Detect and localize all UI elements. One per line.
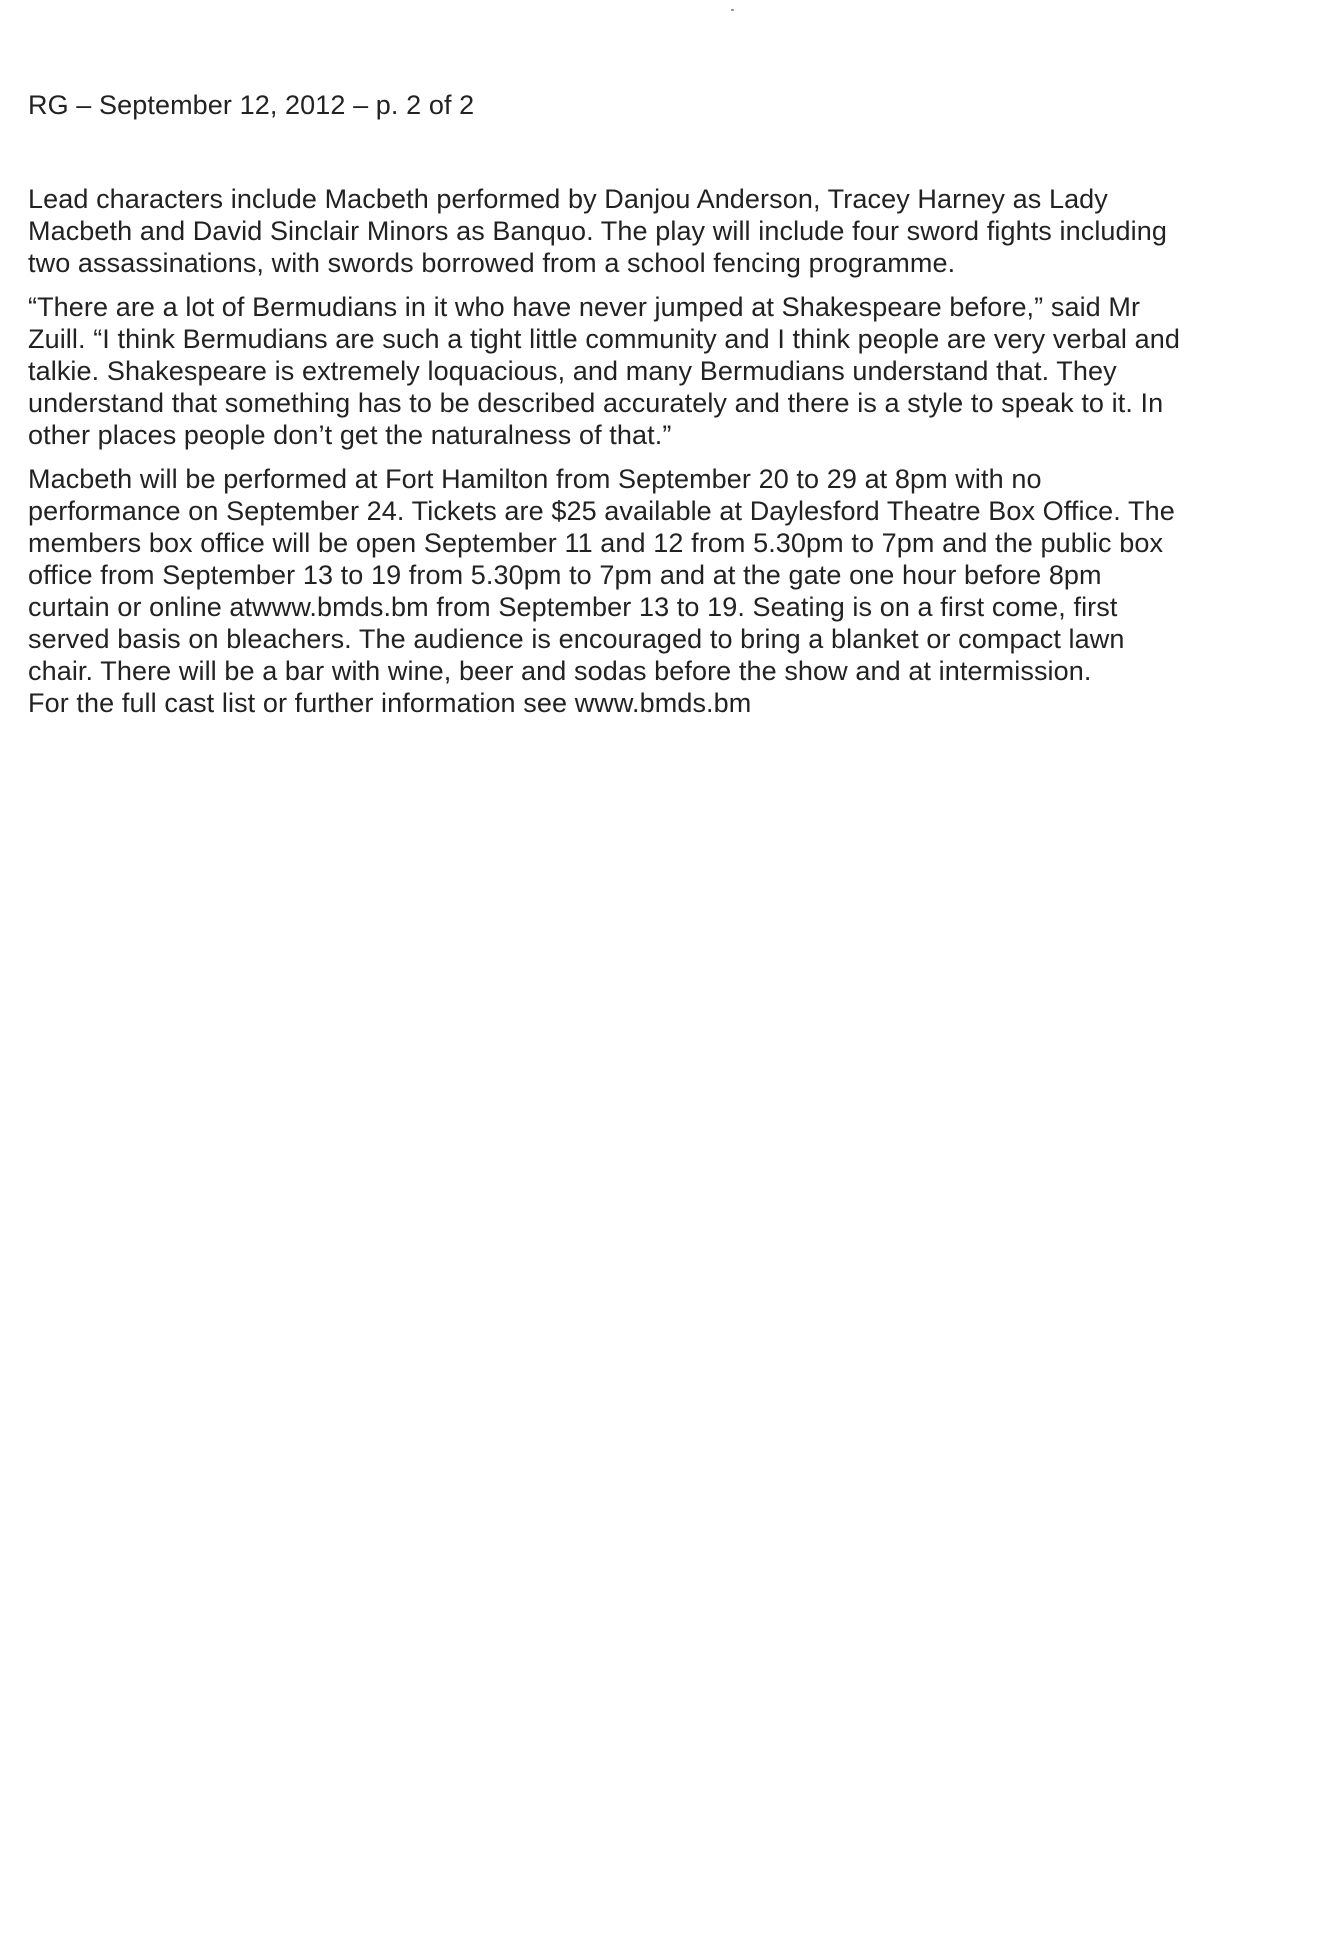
article-body	[28, 183, 1308, 719]
paragraph-line: Macbeth and David Sinclair Minors as Banquo. The play will include four sword fights including	[28, 216, 1167, 246]
paragraph-line: other places people don’t get the naturalness of that.”	[28, 420, 672, 450]
scan-speck	[731, 9, 734, 11]
paragraph-line: chair. There will be a bar with wine, beer and sodas before the show and at intermission.	[28, 656, 1092, 686]
paragraph-gap	[28, 451, 1308, 463]
paragraph-performance-info	[28, 463, 1308, 719]
paragraph-line: Zuill. “I think Bermudians are such a tight little community and I think people are very verbal and	[28, 324, 1180, 354]
paragraph-line: curtain or online atwww.bmds.bm from September 13 to 19. Seating is on a first come, first	[28, 592, 1118, 622]
paragraph-quote	[28, 291, 1308, 451]
paragraph-line: Lead characters include Macbeth performed by Danjou Anderson, Tracey Harney as Lady	[28, 184, 1108, 214]
page-header: RG – September 12, 2012 – p. 2 of 2	[28, 90, 475, 120]
paragraph-line: office from September 13 to 19 from 5.30pm to 7pm and at the gate one hour before 8pm	[28, 560, 1102, 590]
paragraph-line: two assassinations, with swords borrowed from a school fencing programme.	[28, 248, 956, 278]
paragraph-line: members box office will be open September 11 and 12 from 5.30pm to 7pm and the public box	[28, 528, 1164, 558]
paragraph-gap	[28, 279, 1308, 291]
paragraph-line: served basis on bleachers. The audience is encouraged to bring a blanket or compact lawn	[28, 624, 1125, 654]
paragraph-line: understand that something has to be described accurately and there is a style to speak to it. In	[28, 388, 1164, 418]
paragraph-line: performance on September 24. Tickets are $25 available at Daylesford Theatre Box Office. The	[28, 496, 1175, 526]
paragraph-cast	[28, 183, 1308, 279]
paragraph-line: Macbeth will be performed at Fort Hamilton from September 20 to 29 at 8pm with no	[28, 464, 1042, 494]
paragraph-line: For the full cast list or further information see www.bmds.bm	[28, 688, 752, 718]
paragraph-line: talkie. Shakespeare is extremely loquacious, and many Bermudians understand that. They	[28, 356, 1117, 386]
paragraph-line: “There are a lot of Bermudians in it who have never jumped at Shakespeare before,” said Mr	[28, 292, 1141, 322]
